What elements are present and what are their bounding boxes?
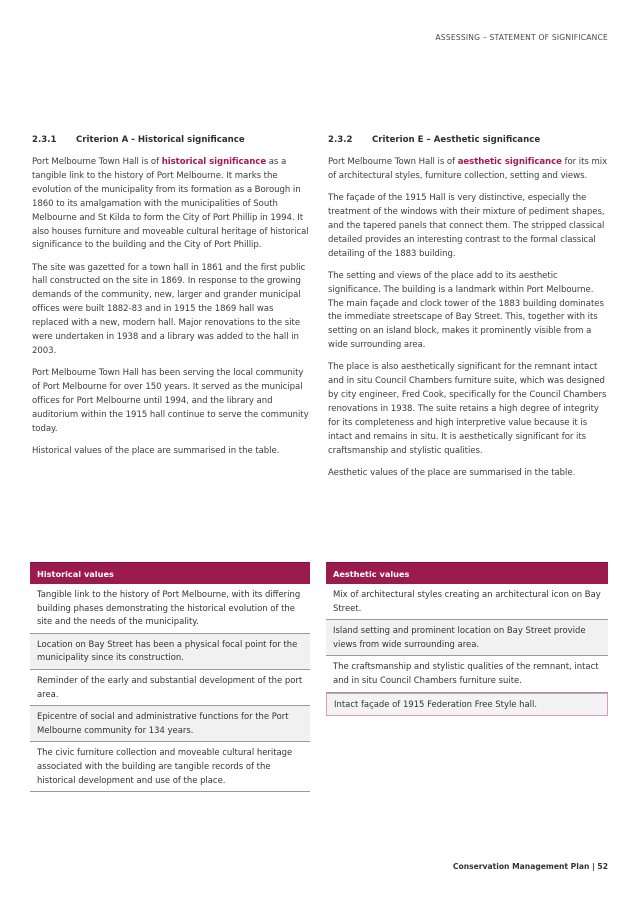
text: as a tangible link to the history of Port Melbourne. It marks the evolution of the municipality from its formation as a Borough in 1860 to its amalgamation with the municipalities of South Melbourne and St Kilda to form the City of Port Phillip in 1994. It also houses furniture and moveable cultural heritage of historical significance to the building and the City of Port Phillip.: [32, 157, 309, 251]
table-row: Island setting and prominent location on Bay Street provide views from wide surrounding area.: [326, 620, 608, 656]
table-row: Epicentre of social and administrative functions for the Port Melbourne community for 134 years.: [30, 706, 310, 742]
page-footer: [453, 862, 608, 871]
paragraph: [32, 156, 310, 253]
historical-values-table: [30, 562, 310, 792]
highlighted-term: aesthetic significance: [457, 157, 562, 167]
page-number: 52: [597, 862, 608, 871]
running-header: ASSESSING – STATEMENT OF SIGNIFICANCE: [435, 33, 608, 42]
text: for its mix of architectural styles, furniture collection, setting and views.: [328, 157, 608, 181]
section-heading: [32, 135, 310, 146]
paragraph: [328, 156, 610, 184]
table-header: Historical values: [30, 562, 310, 584]
table-row: Reminder of the early and substantial development of the port area.: [30, 670, 310, 706]
aesthetic-significance-section: [328, 135, 610, 489]
aesthetic-values-table: [326, 562, 608, 716]
paragraph: Aesthetic values of the place are summarised in the table.: [328, 467, 576, 478]
table-header: Aesthetic values: [326, 562, 608, 584]
table-row: Tangible link to the history of Port Melbourne, with its differing building phases demonstrating the historical evolution of the site and the needs of the municipality.: [30, 584, 310, 634]
document-title: Conservation Management Plan: [452, 862, 590, 871]
table-row: Mix of architectural styles creating an architectural icon on Bay Street.: [326, 584, 608, 620]
paragraph: Port Melbourne Town Hall has been serving the local community of Port Melbourne for over 150 years. It served as the municipal offices for Port Melbourne until 1994, and the library and auditorium within the 1915 hall continue to serve the community today.: [32, 368, 309, 434]
highlighted-term: historical significance: [161, 157, 267, 167]
paragraph: Historical values of the place are summarised in the table.: [32, 445, 280, 456]
text: Port Melbourne Town Hall is of: [328, 157, 458, 167]
text: Port Melbourne Town Hall is of: [32, 157, 162, 167]
section-number: 2.3.2: [328, 135, 353, 145]
paragraph: The place is also aesthetically significant for the remnant intact and in situ Council Chambers furniture suite, which was designed by city engineer, Fred Cook, specifically for the Council Chambers renovations in 1938. The suite retains a high degree of integrity for its completeness and high interpretive value because it is intact and remains in situ. It is aesthetically significant for its craftsmanship and stylistic qualities.: [328, 362, 607, 456]
paragraph: The façade of the 1915 Hall is very distinctive, especially the treatment of the windows with their mixture of pediment shapes, and the tapered panels that connect them. The stripped classical detailed provides an interesting contrast to the formal classical detailing of the 1883 building.: [328, 193, 605, 259]
section-heading: [328, 135, 610, 146]
separator: |: [589, 862, 598, 871]
table-row: The civic furniture collection and moveable cultural heritage associated with the building are tangible records of the historical development and use of the place.: [30, 742, 310, 792]
paragraph: The site was gazetted for a town hall in 1861 and the first public hall constructed on the site in 1869. In response to the growing demands of the community, new, larger and grander municipal offices were built 1882-83 and in 1915 the 1869 hall was replaced with a new, modern hall. Major renovations to the site were undertaken in 1938 and a library was added to the hall in 2003.: [32, 262, 306, 356]
table-row: The craftsmanship and stylistic qualities of the remnant, intact and in situ Council Chambers furniture suite.: [326, 656, 608, 692]
table-row-selected: Intact façade of 1915 Federation Free Style hall.: [326, 693, 608, 717]
paragraph: The setting and views of the place add to its aesthetic significance. The building is a landmark within Port Melbourne. The main façade and clock tower of the 1883 building dominates the immediate streetscape of Bay Street. This, together with its setting on an island block, makes it prominently visible from a wide surrounding area.: [328, 270, 604, 351]
table-row: Location on Bay Street has been a physical focal point for the municipality since its construction.: [30, 634, 310, 670]
section-title: Criterion E – Aesthetic significance: [372, 135, 541, 145]
section-number: 2.3.1: [32, 135, 57, 145]
historical-significance-section: [32, 135, 310, 467]
section-title: Criterion A - Historical significance: [76, 135, 245, 145]
